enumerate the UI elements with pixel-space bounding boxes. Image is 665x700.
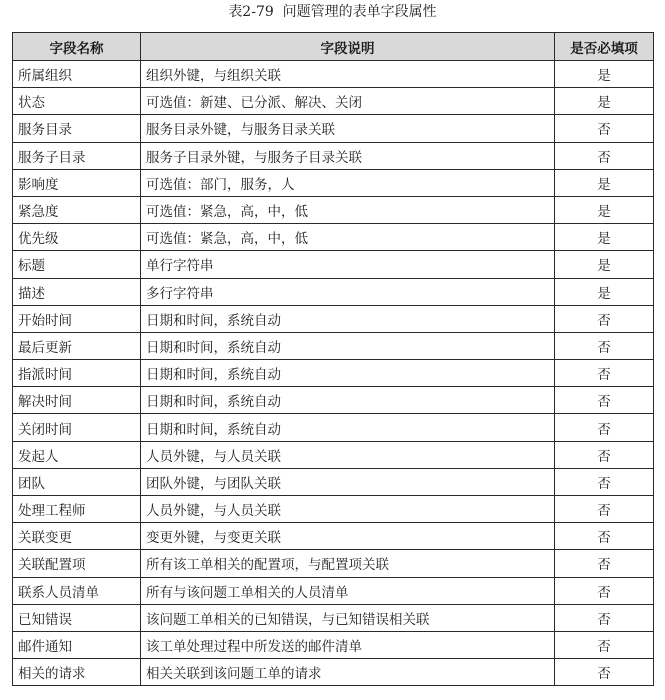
field-description-cell: 变更外键，与变更关联 <box>141 523 555 550</box>
required-cell: 否 <box>555 468 654 495</box>
required-cell: 否 <box>555 414 654 441</box>
table-row <box>13 61 654 88</box>
field-description-cell: 所有与该问题工单相关的人员清单 <box>141 577 555 604</box>
field-description-cell: 人员外键，与人员关联 <box>141 441 555 468</box>
table-row <box>13 414 654 441</box>
field-description-cell: 该问题工单相关的已知错误，与已知错误相关联 <box>141 604 555 631</box>
required-cell: 否 <box>555 115 654 142</box>
table-row <box>13 305 654 332</box>
field-name-cell: 关闭时间 <box>13 414 141 441</box>
required-cell: 否 <box>555 631 654 658</box>
field-description-cell: 可选值：紧急，高，中，低 <box>141 224 555 251</box>
required-cell: 否 <box>555 387 654 414</box>
field-description-cell: 日期和时间，系统自动 <box>141 387 555 414</box>
field-name-cell: 相关的请求 <box>13 659 141 686</box>
field-name-cell: 服务目录 <box>13 115 141 142</box>
field-description-cell: 单行字符串 <box>141 251 555 278</box>
field-name-cell: 开始时间 <box>13 305 141 332</box>
field-name-cell: 紧急度 <box>13 196 141 223</box>
table-row <box>13 631 654 658</box>
table-row <box>13 169 654 196</box>
field-description-cell: 相关关联到该问题工单的请求 <box>141 659 555 686</box>
table-row <box>13 496 654 523</box>
table-row <box>13 196 654 223</box>
required-cell: 是 <box>555 61 654 88</box>
field-description-cell: 组织外键，与组织关联 <box>141 61 555 88</box>
required-cell: 是 <box>555 196 654 223</box>
required-cell: 否 <box>555 142 654 169</box>
field-name-cell: 关联配置项 <box>13 550 141 577</box>
field-name-cell: 状态 <box>13 88 141 115</box>
required-cell: 否 <box>555 441 654 468</box>
table-row <box>13 142 654 169</box>
table-body <box>13 61 654 686</box>
field-name-cell: 已知错误 <box>13 604 141 631</box>
table-row <box>13 523 654 550</box>
field-description-cell: 日期和时间，系统自动 <box>141 305 555 332</box>
required-cell: 否 <box>555 659 654 686</box>
required-cell: 否 <box>555 496 654 523</box>
required-cell: 否 <box>555 523 654 550</box>
field-name-cell: 标题 <box>13 251 141 278</box>
field-description-cell: 人员外键，与人员关联 <box>141 496 555 523</box>
field-description-cell: 服务子目录外键，与服务子目录关联 <box>141 142 555 169</box>
table-header-row <box>13 33 654 61</box>
required-cell: 是 <box>555 88 654 115</box>
field-name-cell: 团队 <box>13 468 141 495</box>
header-required: 是否必填项 <box>555 33 654 61</box>
table-row <box>13 577 654 604</box>
field-name-cell: 所属组织 <box>13 61 141 88</box>
field-name-cell: 邮件通知 <box>13 631 141 658</box>
field-description-cell: 可选值：新建、已分派、解决、关闭 <box>141 88 555 115</box>
table-row <box>13 659 654 686</box>
required-cell: 是 <box>555 224 654 251</box>
table-row <box>13 115 654 142</box>
table-row <box>13 604 654 631</box>
field-name-cell: 发起人 <box>13 441 141 468</box>
table-row <box>13 224 654 251</box>
field-name-cell: 处理工程师 <box>13 496 141 523</box>
required-cell: 是 <box>555 278 654 305</box>
field-name-cell: 最后更新 <box>13 332 141 359</box>
required-cell: 否 <box>555 550 654 577</box>
field-name-cell: 指派时间 <box>13 360 141 387</box>
field-name-cell: 服务子目录 <box>13 142 141 169</box>
field-description-cell: 可选值：部门，服务，人 <box>141 169 555 196</box>
field-name-cell: 解决时间 <box>13 387 141 414</box>
table-row <box>13 387 654 414</box>
table-row <box>13 251 654 278</box>
required-cell: 是 <box>555 169 654 196</box>
required-cell: 否 <box>555 360 654 387</box>
table-row <box>13 550 654 577</box>
required-cell: 否 <box>555 305 654 332</box>
header-field-description: 字段说明 <box>141 33 555 61</box>
field-description-cell: 团队外键，与团队关联 <box>141 468 555 495</box>
field-name-cell: 联系人员清单 <box>13 577 141 604</box>
table-row <box>13 441 654 468</box>
field-description-cell: 所有该工单相关的配置项，与配置项关联 <box>141 550 555 577</box>
field-description-cell: 该工单处理过程中所发送的邮件清单 <box>141 631 555 658</box>
table-row <box>13 88 654 115</box>
required-cell: 是 <box>555 251 654 278</box>
field-attributes-table <box>12 32 654 686</box>
field-description-cell: 服务目录外键，与服务目录关联 <box>141 115 555 142</box>
header-field-name: 字段名称 <box>13 33 141 61</box>
field-name-cell: 影响度 <box>13 169 141 196</box>
field-description-cell: 日期和时间，系统自动 <box>141 414 555 441</box>
required-cell: 否 <box>555 577 654 604</box>
table-row <box>13 468 654 495</box>
field-name-cell: 优先级 <box>13 224 141 251</box>
table-caption: 表2-79 问题管理的表单字段属性 <box>228 4 437 20</box>
field-description-cell: 可选值：紧急，高，中，低 <box>141 196 555 223</box>
table-row <box>13 278 654 305</box>
field-description-cell: 日期和时间，系统自动 <box>141 332 555 359</box>
table-row <box>13 360 654 387</box>
required-cell: 否 <box>555 604 654 631</box>
table-row <box>13 332 654 359</box>
field-description-cell: 日期和时间，系统自动 <box>141 360 555 387</box>
field-description-cell: 多行字符串 <box>141 278 555 305</box>
field-name-cell: 关联变更 <box>13 523 141 550</box>
field-name-cell: 描述 <box>13 278 141 305</box>
required-cell: 否 <box>555 332 654 359</box>
